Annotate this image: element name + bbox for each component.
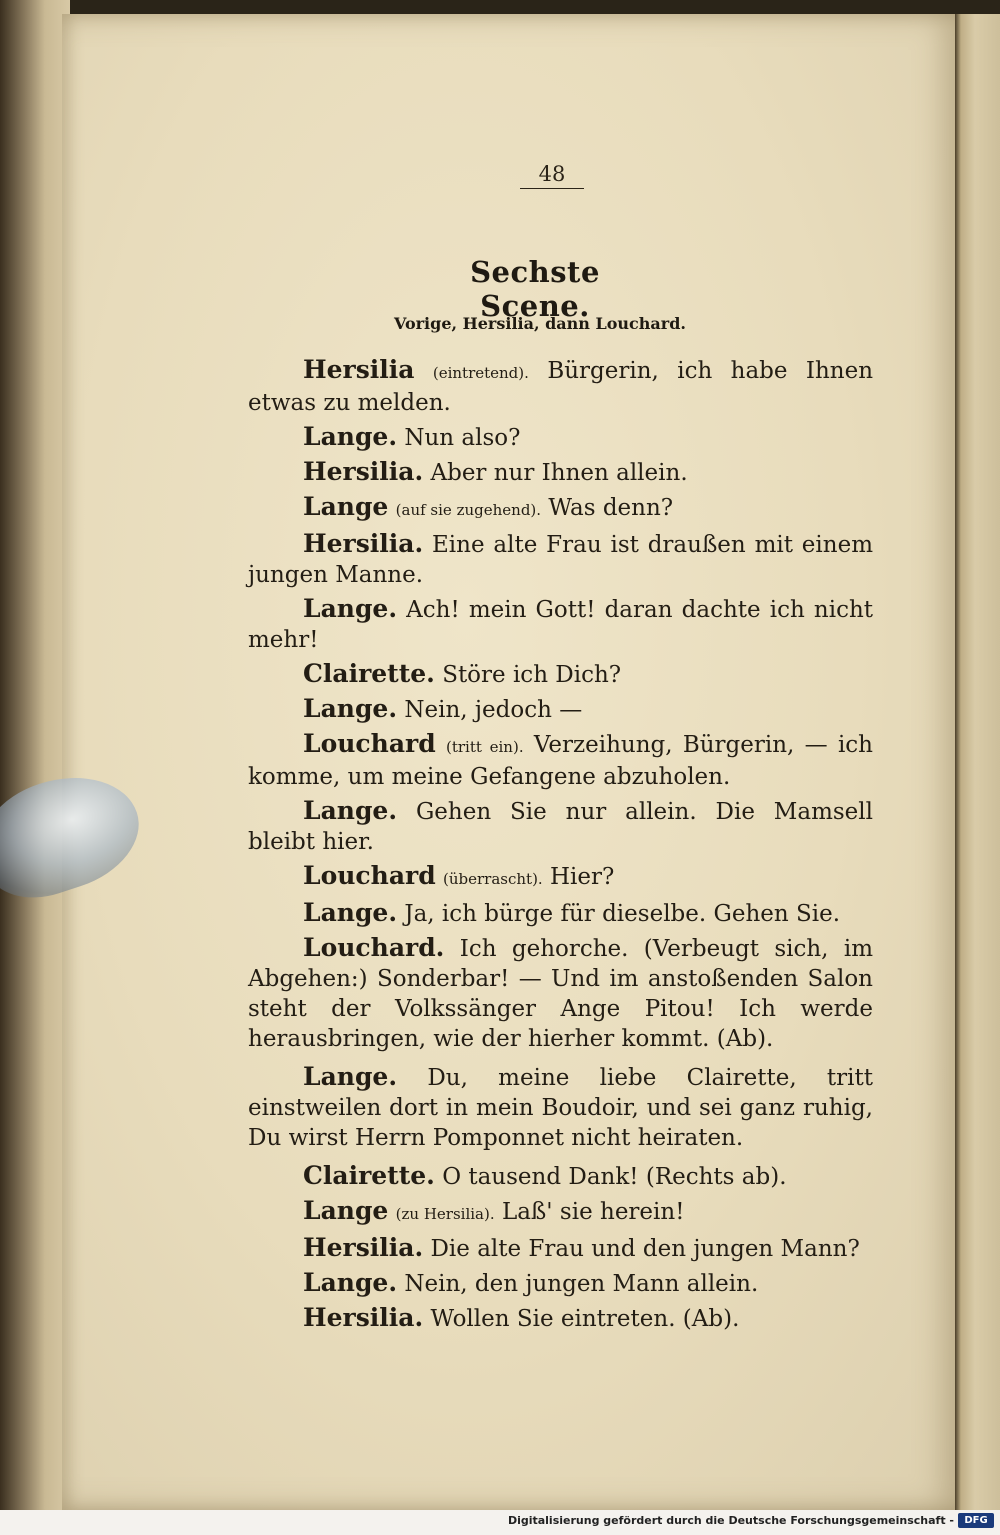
dialogue-line [248, 355, 873, 418]
dialogue-line [248, 694, 873, 725]
dialogue-line [248, 1062, 873, 1153]
speaker-name: Lange [303, 492, 389, 521]
speaker-name: Louchard [303, 729, 436, 758]
dialogue-text [248, 355, 873, 1338]
line-text: Bürgerin, ich habe Ihnen etwas zu melden. [248, 358, 874, 416]
book-gutter [955, 14, 1000, 1510]
line-text: Nein, jedoch — [404, 697, 583, 723]
speaker-name: Clairette. [303, 659, 435, 688]
line-text: Hier? [550, 864, 615, 890]
dialogue-line [248, 594, 873, 655]
dialogue-line [248, 457, 873, 488]
line-text: O tausend Dank! (Rechts ab). [442, 1164, 787, 1190]
speaker-name: Hersilia. [303, 1233, 424, 1262]
speaker-name: Hersilia. [303, 457, 424, 486]
dialogue-line [248, 1268, 873, 1299]
speaker-name: Lange. [303, 694, 398, 723]
line-text: Ach! mein Gott! daran dachte ich nicht mehr! [248, 597, 874, 653]
line-text: Wollen Sie eintreten. (Ab). [430, 1306, 740, 1332]
speaker-name: Lange. [303, 422, 398, 451]
book-edge-left [0, 0, 70, 1510]
line-text: Nun also? [404, 425, 521, 451]
dialogue-line [248, 659, 873, 690]
dialogue-line [248, 1303, 873, 1334]
speaker-name: Clairette. [303, 1161, 435, 1190]
stage-direction: (tritt ein). [445, 738, 524, 756]
line-text: Gehen Sie nur allein. Die Mamsell bleibt hier. [248, 799, 874, 855]
scene-subtitle: Vorige, Hersilia, dann Louchard. [394, 314, 686, 333]
dialogue-line [248, 729, 873, 792]
line-text: Verzeihung, Bürgerin, — ich komme, um meine Gefangene abzuholen. [248, 732, 873, 790]
line-text: Die alte Frau und den jungen Mann? [430, 1236, 860, 1262]
dialogue-line [248, 492, 873, 525]
line-text: Ich gehorche. (Verbeugt sich, im Abgehen:) Sonderbar! — Und im anstoßenden Salon steht der Volkssänger Ange Pitou! Ich werde herausbringen, wie der hierher kommt. (Ab). [248, 936, 873, 1052]
dialogue-line [248, 796, 873, 857]
dialogue-line [248, 898, 873, 929]
speaker-name: Louchard. [303, 933, 445, 962]
line-text: Störe ich Dich? [442, 662, 622, 688]
dialogue-line [248, 933, 873, 1054]
line-text: Was denn? [548, 495, 674, 521]
line-text: Du, meine liebe Clairette, tritt einstweilen dort in mein Boudoir, und sei ganz ruhig, Du wirst Herrn Pomponnet nicht heiraten. [248, 1065, 873, 1151]
speaker-name: Lange [303, 1196, 389, 1225]
dialogue-line [248, 529, 873, 590]
line-text: Eine alte Frau ist draußen mit einem jungen Manne. [248, 532, 874, 588]
dfg-logo: DFG [958, 1513, 994, 1528]
speaker-name: Lange. [303, 594, 398, 623]
speaker-name: Hersilia. [303, 1303, 424, 1332]
page-number: 48 [520, 162, 584, 189]
speaker-name: Lange. [303, 1268, 398, 1297]
speaker-name: Lange. [303, 796, 398, 825]
dialogue-line [248, 1196, 873, 1229]
speaker-name: Hersilia. [303, 529, 424, 558]
speaker-name: Louchard [303, 861, 436, 890]
stage-direction: (überrascht). [443, 870, 543, 888]
line-text: Aber nur Ihnen allein. [430, 460, 688, 486]
speaker-name: Hersilia [303, 355, 415, 384]
line-text: Ja, ich bürge für dieselbe. Gehen Sie. [404, 901, 841, 927]
stage-direction: (auf sie zugehend). [395, 501, 542, 519]
dialogue-line [248, 861, 873, 894]
dialogue-line [248, 1161, 873, 1192]
dialogue-line [248, 422, 873, 453]
speaker-name: Lange. [303, 898, 398, 927]
stage-direction: (zu Hersilia). [395, 1205, 495, 1223]
footer-credit: Digitalisierung gefördert durch die Deutsche Forschungsgemeinschaft - [507, 1514, 954, 1527]
dialogue-line [248, 1233, 873, 1264]
scene-title: Sechste Scene. [470, 255, 600, 323]
speaker-name: Lange. [303, 1062, 398, 1091]
line-text: Nein, den jungen Mann allein. [404, 1271, 759, 1297]
line-text: Laß' sie herein! [501, 1199, 685, 1225]
stage-direction: (eintretend). [432, 364, 529, 382]
